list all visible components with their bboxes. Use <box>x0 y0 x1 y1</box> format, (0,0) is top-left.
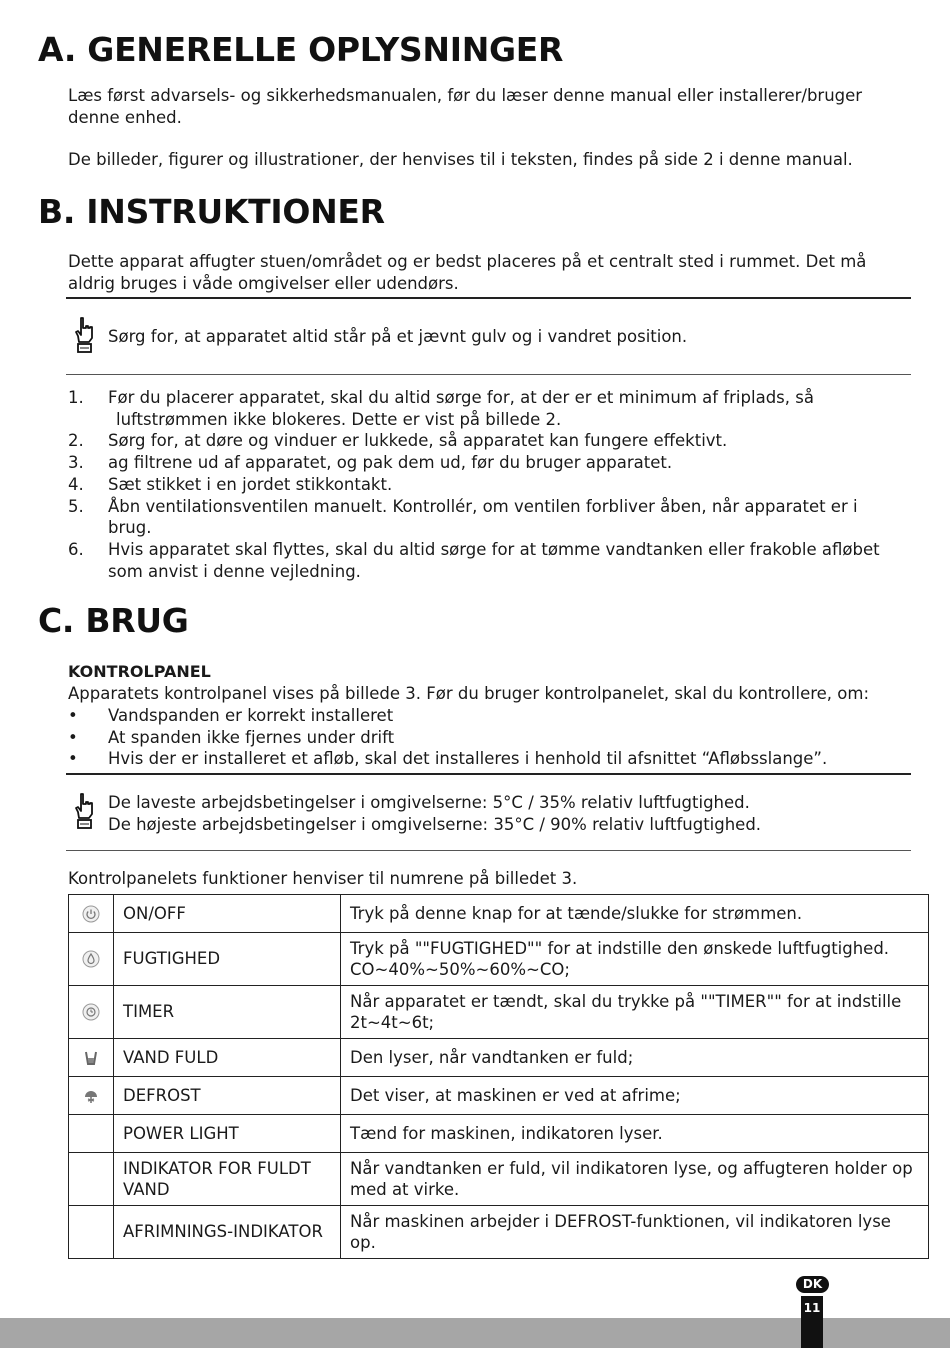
table-intro: Kontrolpanelets funktioner henviser til numrene på billedet 3. <box>68 869 578 888</box>
function-name: INDIKATOR FOR FULDT VAND <box>114 1153 341 1206</box>
list-item: • At spanden ikke fjernes under drift <box>68 727 395 747</box>
control-panel-intro: Apparatets kontrolpanel vises på billede 3. Før du bruger kontrolpanelet, skal du kontrollere, om: <box>68 684 870 703</box>
list-item: 5. Åbn ventilationsventilen manuelt. Kontrollér, om ventilen forbliver åben, når apparatet er i brug. <box>68 496 858 538</box>
function-description: Når vandtanken er fuld, vil indikatoren lyse, og affugteren holder op med at virke. <box>341 1153 929 1206</box>
divider <box>66 850 911 851</box>
function-description: Den lyser, når vandtanken er fuld; <box>341 1039 929 1077</box>
section-a-paragraph-2: De billeder, figurer og illustrationer, der henvises til i teksten, findes på side 2 i denne manual. <box>68 150 853 169</box>
function-description: Tryk på ""FUGTIGHED"" for at indstille den ønskede luftfugtighed. CO~40%~50%~60%~CO; <box>341 933 929 986</box>
function-name: POWER LIGHT <box>114 1115 341 1153</box>
divider <box>66 374 911 375</box>
list-item: 6. Hvis apparatet skal flyttes, skal du altid sørge for at tømme vandtanken eller frakoble afløbet som anvist i denne vejledning. <box>68 539 880 581</box>
section-a-paragraph-1: Læs først advarsels- og sikkerhedsmanualen, før du læser denne manual eller installerer/bruger denne enhed. <box>68 86 863 127</box>
check-list <box>68 705 908 770</box>
function-name: VAND FULD <box>114 1039 341 1077</box>
page-number: 11 <box>803 1301 821 1315</box>
section-b-title: B. INSTRUKTIONER <box>38 192 385 231</box>
section-a-title: A. GENERELLE OPLYSNINGER <box>38 30 564 69</box>
list-item: 1. Før du placerer apparatet, skal du altid sørge for, at der er et minimum af friplads, så luftstrømmen ikke blokeres. Dette er vist på billede 2. <box>68 388 814 429</box>
function-name: TIMER <box>114 986 341 1039</box>
instruction-steps <box>68 387 908 582</box>
pointing-hand-icon <box>72 316 96 354</box>
list-item: 4. Sæt stikket i en jordet stikkontakt. <box>68 474 393 494</box>
function-name: DEFROST <box>114 1077 341 1115</box>
list-item: • Hvis der er installeret et afløb, skal det installeres i henhold til afsnittet “Afløbsslange”. <box>68 749 828 769</box>
defrost-icon <box>83 1088 99 1104</box>
note-working-conditions-low: De laveste arbejdsbetingelser i omgivelserne: 5°C / 35% relativ luftfugtighed. <box>108 793 750 812</box>
table-row <box>69 1206 929 1259</box>
list-item: 3. ag filtrene ud af apparatet, og pak dem ud, før du bruger apparatet. <box>68 453 673 473</box>
timer-icon <box>82 1003 100 1021</box>
function-description: Det viser, at maskinen er ved at afrime; <box>341 1077 929 1115</box>
table-row <box>69 1039 929 1077</box>
control-panel-heading: KONTROLPANEL <box>68 662 211 681</box>
table-row <box>69 1077 929 1115</box>
table-row <box>69 1153 929 1206</box>
section-b-intro: Dette apparat affugter stuen/området og er bedst placeres på et centralt sted i rummet. Det må aldrig bruges i våde omgivelser eller udendørs. <box>68 252 867 293</box>
table-row <box>69 986 929 1039</box>
table-row <box>69 933 929 986</box>
list-item: 2. Sørg for, at døre og vinduer er lukkede, så apparatet kan fungere effektivt. <box>68 431 728 451</box>
function-description: Tryk på denne knap for at tænde/slukke for strømmen. <box>341 895 929 933</box>
table-row <box>69 895 929 933</box>
section-c-title: C. BRUG <box>38 601 189 640</box>
pointing-hand-icon <box>72 792 96 830</box>
list-item: • Vandspanden er korrekt installeret <box>68 706 394 725</box>
table-row <box>69 1115 929 1153</box>
water-full-icon <box>84 1050 98 1066</box>
function-description: Når apparatet er tændt, skal du trykke på ""TIMER"" for at indstille 2t~4t~6t; <box>341 986 929 1039</box>
function-name: AFRIMNINGS-INDIKATOR <box>114 1206 341 1259</box>
divider <box>66 773 911 775</box>
function-description: Tænd for maskinen, indikatoren lyser. <box>341 1115 929 1153</box>
language-badge: DK <box>796 1276 829 1293</box>
control-functions-table <box>68 894 929 1259</box>
function-name: FUGTIGHED <box>114 933 341 986</box>
note-working-conditions-high: De højeste arbejdsbetingelser i omgivelserne: 35°C / 90% relativ luftfugtighed. <box>108 815 762 834</box>
humidity-icon <box>82 950 100 968</box>
function-description: Når maskinen arbejder i DEFROST-funktionen, vil indikatoren lyse op. <box>341 1206 929 1259</box>
power-icon <box>82 905 100 923</box>
function-name: ON/OFF <box>114 895 341 933</box>
divider <box>66 297 911 299</box>
note-level-floor: Sørg for, at apparatet altid står på et jævnt gulv og i vandret position. <box>108 327 688 346</box>
